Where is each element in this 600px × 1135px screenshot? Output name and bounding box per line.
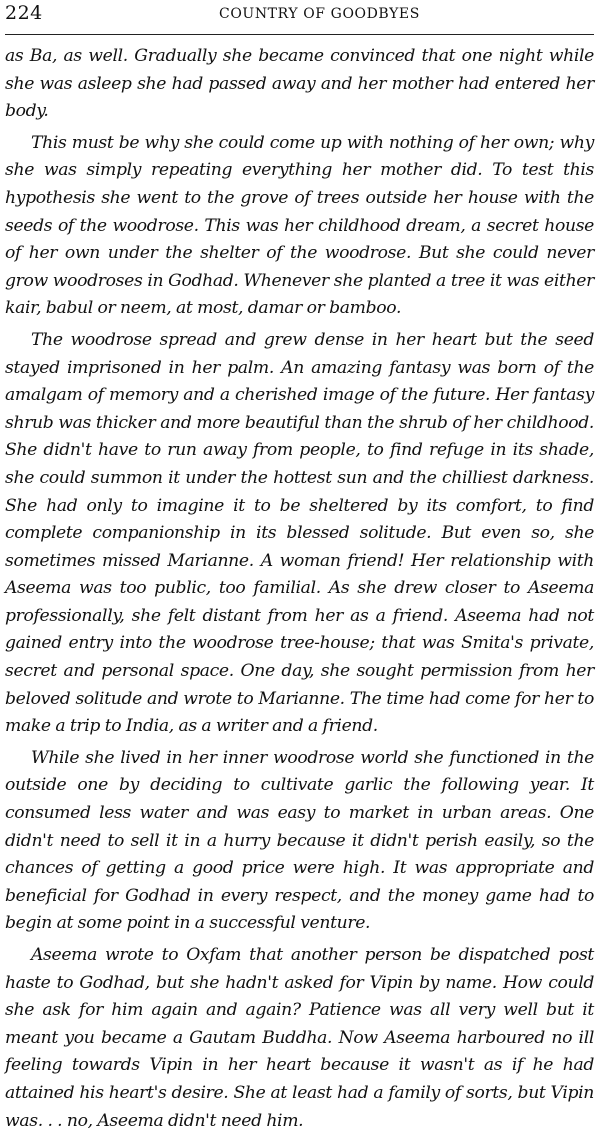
page-number: 224	[5, 2, 43, 24]
paragraph: While she lived in her inner woodrose world she functioned in the outside one by deciding to cultivate garlic the following year. It consumed less water and was easy to market in urban areas. One didn't need to sell it in a hurry because it didn't perish easily, so the chances of getting a good price were high. It was appropriate and beneficial for Godhad in every respect, and the money game had to begin at some point in a successful venture.	[5, 747, 594, 934]
body-text	[5, 43, 594, 1135]
paragraph: This must be why she could come up with nothing of her own; why she was simply repeating everything her mother did. To test this hypothesis she went to the grove of trees outside her house with the seeds of the woodrose. This was her childhood dream, a secret house of her own under the shelter of the woodrose. But she could never grow woodroses in Godhad. Whenever she planted a tree it was either kair, babul or neem, at most, damar or bamboo.	[5, 132, 594, 319]
paragraph: as Ba, as well. Gradually she became convinced that one night while she was asleep she had passed away and her mother had entered her body.	[5, 46, 594, 122]
running-head	[5, 0, 594, 35]
paragraph: Aseema wrote to Oxfam that another person be dispatched post haste to Godhad, but she hadn't asked for Vipin by name. How could she ask for him again and again? Patience was all very well but it meant you became a Gautam Buddha. Now Aseema harboured no ill feeling towards Vipin in her heart because it wasn't as if he had attained his heart's desire. She at least had a family of sorts, but Vipin was. . . no, Aseema didn't need him.	[5, 945, 594, 1131]
paragraph: The woodrose spread and grew dense in her heart but the seed stayed imprisoned in her palm. An amazing fantasy was born of the amalgam of memory and a cherished image of the future. Her fantasy shrub was thicker and more beautiful than the shrub of her childhood. She didn't have to run away from people, to find refuge in its shade, she could summon it under the hottest sun and the chilliest darkness. She had only to imagine it to be sheltered by its comfort, to find complete companionship in its blessed solitude. But even so, she sometimes missed Marianne. A woman friend! Her relationship with Aseema was too public, too familial. As she drew closer to Aseema professionally, she felt distant from her as a friend. Aseema had not gained entry into the woodrose tree-house; that was Smita's private, secret and personal space. One day, she sought permission from her beloved solitude and wrote to Marianne. The time had come for her to make a trip to India, as a writer and a friend.	[5, 329, 594, 737]
running-title: COUNTRY OF GOODBYES	[219, 6, 420, 22]
